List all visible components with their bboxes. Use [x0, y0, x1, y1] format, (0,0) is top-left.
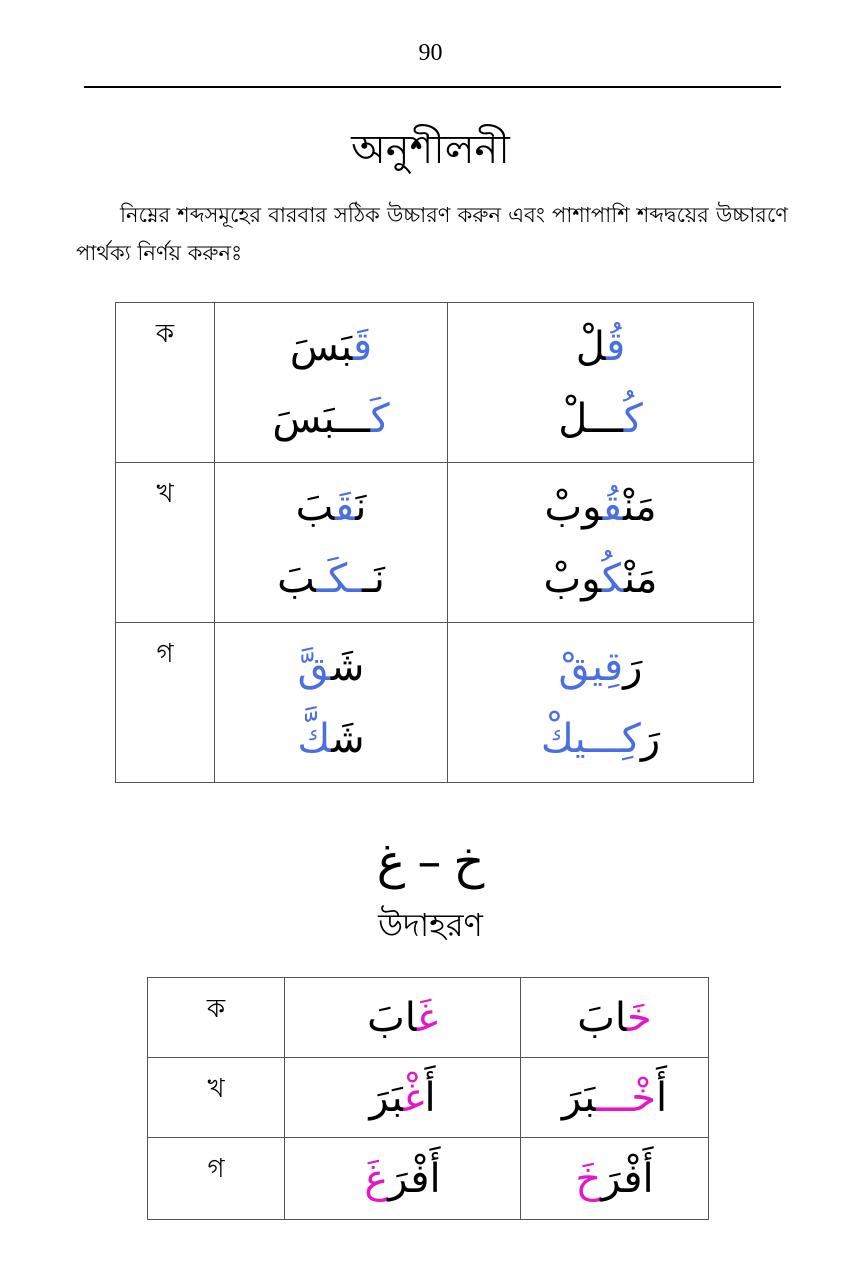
row-label: খ: [148, 1058, 285, 1138]
word-cell: [285, 1058, 521, 1138]
arabic-word: [215, 543, 447, 615]
highlight-letter: كَّ: [297, 715, 332, 762]
arabic-word: [448, 543, 753, 615]
word-prefix: مَنْ: [623, 555, 658, 602]
arabic-letter-kha: خ: [453, 834, 485, 890]
highlight-letter: غَ: [364, 1155, 389, 1202]
highlight-letter: قَّ: [297, 643, 331, 690]
word-rest: بَرَ: [561, 1074, 597, 1121]
highlight-letter: قَ: [352, 323, 373, 370]
word-cell: [285, 978, 521, 1058]
highlight-letter: خَ: [627, 994, 652, 1041]
word-prefix: نَـ: [361, 555, 385, 602]
word-rest: بَ: [295, 483, 335, 530]
practice-row: [116, 623, 754, 783]
highlight-letter: قِيقْ: [558, 643, 624, 690]
word-cell: [285, 1138, 521, 1220]
highlight-letter: خْـــ: [596, 1074, 656, 1121]
arabic-word: [215, 631, 447, 703]
highlight-letter: قُ: [606, 323, 626, 370]
word-rest: ابَ: [367, 994, 417, 1041]
word-rest: ـــبَسَ: [272, 395, 371, 442]
highlight-letter: كُ: [601, 555, 624, 602]
word-prefix: شَ: [330, 643, 365, 690]
highlight-letter: قُ: [602, 483, 624, 530]
word-rest: ابَ: [577, 994, 628, 1041]
word-prefix: أَ: [424, 1074, 436, 1121]
row-label: গ: [148, 1138, 285, 1220]
word-cell: [215, 623, 448, 783]
row-label: ক: [148, 978, 285, 1058]
word-cell: [521, 1138, 709, 1220]
word-rest: وبْ: [544, 483, 603, 530]
word-rest: بَسَ: [289, 323, 353, 370]
word-prefix: رَ: [640, 715, 661, 762]
arabic-word: [448, 383, 753, 455]
arabic-word: [521, 1059, 708, 1137]
word-rest: ـــلْ: [558, 395, 624, 442]
page-number: 90: [418, 40, 443, 66]
section-subtitle: উদাহরণ: [378, 906, 483, 944]
arabic-letter-ghayn: غ: [376, 834, 406, 890]
word-prefix: رَ: [623, 643, 643, 690]
word-prefix: أَفْرَ: [388, 1155, 441, 1202]
word-cell: [521, 1058, 709, 1138]
word-cell: [448, 463, 754, 623]
word-cell: [215, 463, 448, 623]
word-cell: [215, 303, 448, 463]
page-title: অনুশীলনী: [351, 127, 510, 173]
practice-table: [115, 302, 754, 783]
arabic-word: [285, 979, 520, 1057]
arabic-word: [215, 383, 447, 455]
arabic-word: [285, 1140, 520, 1218]
word-rest: لْ: [575, 323, 607, 370]
row-label: গ: [116, 623, 215, 783]
word-prefix: نَ: [355, 483, 367, 530]
instruction-paragraph: নিম্নের শব্দসমূহের বারবার সঠিক উচ্চারণ করুন এবং পাশাপাশি শব্দদ্বয়ের উচ্চারণে পার্থক্য নির্ণয় করুনঃ: [76, 203, 788, 265]
row-label: ক: [116, 303, 215, 463]
word-cell: [448, 303, 754, 463]
example-row: [148, 1058, 709, 1138]
row-label: খ: [116, 463, 215, 623]
arabic-word: [215, 703, 447, 775]
word-cell: [448, 623, 754, 783]
highlight-letter: كُ: [623, 395, 643, 442]
arabic-word: [285, 1059, 520, 1137]
highlight-letter: قَ: [334, 483, 356, 530]
letter-pair: [0, 834, 841, 890]
example-row: [148, 1138, 709, 1220]
example-table: [147, 977, 709, 1220]
highlight-letter: غْ: [403, 1074, 425, 1121]
arabic-word: [448, 631, 753, 703]
dash-separator: –: [417, 834, 442, 890]
word-rest: وبْ: [543, 555, 602, 602]
arabic-word: [215, 471, 447, 543]
arabic-word: [521, 1140, 708, 1218]
word-prefix: شَ: [331, 715, 365, 762]
arabic-word: [448, 471, 753, 543]
word-rest: بَ: [277, 555, 317, 602]
practice-row: [116, 303, 754, 463]
practice-row: [116, 463, 754, 623]
word-cell: [521, 978, 709, 1058]
highlight-letter: غَ: [416, 994, 438, 1041]
example-row: [148, 978, 709, 1058]
arabic-word: [215, 311, 447, 383]
word-rest: بَرَ: [369, 1074, 404, 1121]
arabic-word: [448, 311, 753, 383]
arabic-word: [448, 703, 753, 775]
highlight-letter: كِـــيكْ: [540, 715, 641, 762]
highlight-letter: كَ: [370, 395, 390, 442]
header-rule: [84, 86, 781, 88]
highlight-letter: خَ: [575, 1155, 602, 1202]
word-prefix: مَنْ: [623, 483, 657, 530]
arabic-word: [521, 979, 708, 1057]
word-prefix: أَ: [655, 1074, 668, 1121]
word-prefix: أَفْرَ: [601, 1155, 654, 1202]
highlight-letter: ـكَـ: [316, 555, 362, 602]
